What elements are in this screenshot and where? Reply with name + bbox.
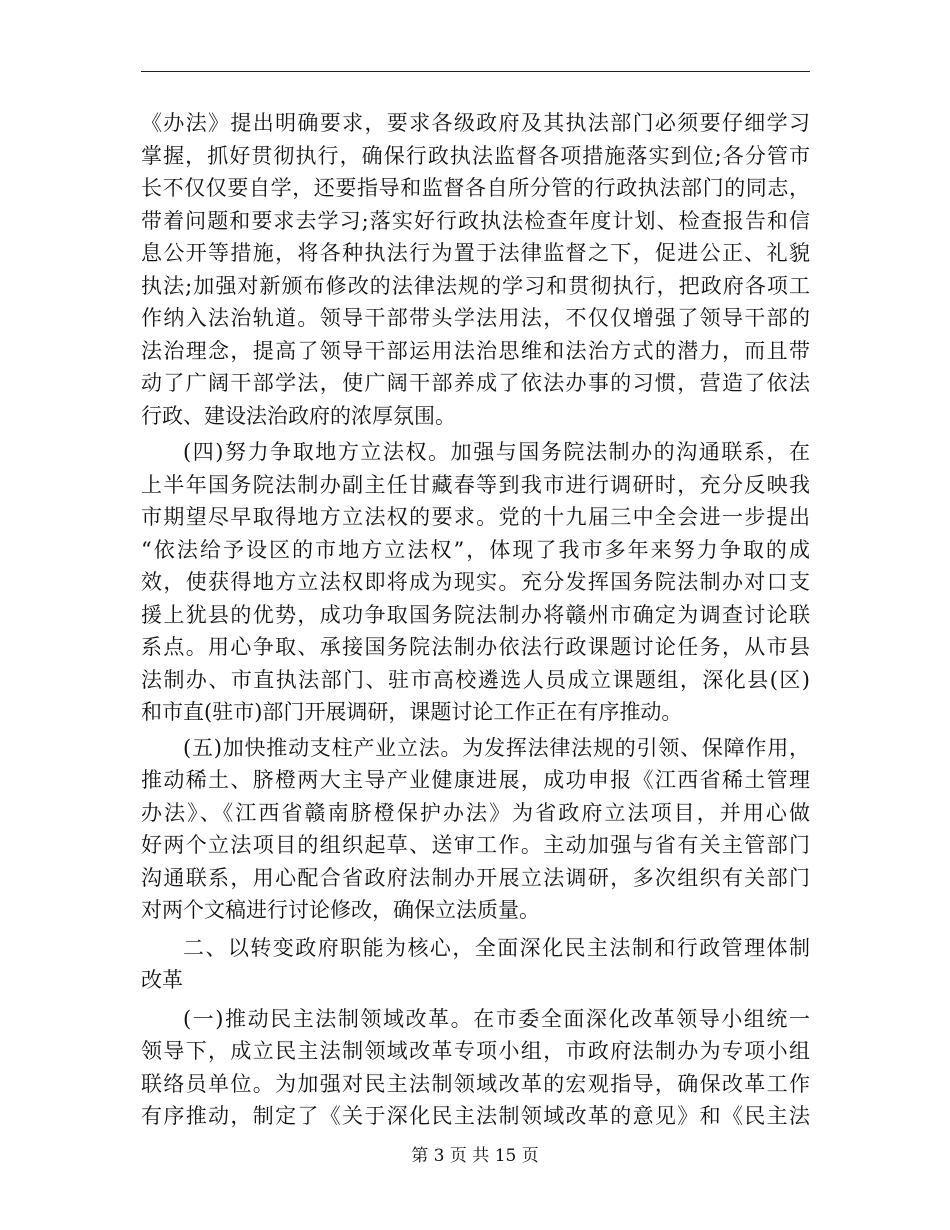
text-line: 息公开等措施，将各种执法行为置于法律监督之下，促进公正、礼貌: [141, 241, 810, 265]
header-rule: [141, 71, 810, 72]
text-line: 法制办、市直执法部门、驻市高校遴选人员成立课题组，深化县(区): [141, 667, 810, 692]
text-line: 系点。用心争取、承接国务院法制办依法行政课题讨论任务，从市县: [141, 635, 810, 659]
text-line: 行政、建设法治政府的浓厚氛围。: [141, 403, 456, 428]
paragraph: [141, 1003, 810, 1133]
text-line: (一)推动民主法制领域改革。在市委全面深化改革领导小组统一: [183, 1006, 810, 1031]
text-line: 上半年国务院法制办副主任甘藏春等到我市进行调研时，充分反映我: [141, 472, 810, 497]
text-line: “依法给予设区的市地方立法权”，体现了我市多年来努力争取的成: [141, 537, 810, 562]
paragraph: [141, 932, 810, 997]
text-line: 二、以转变政府职能为核心，全面深化民主法制和行政管理体制: [183, 935, 810, 960]
text-line: 对两个文稿进行讨论修改，确保立法质量。: [141, 898, 540, 922]
text-line: (四)努力争取地方立法权。加强与国务院法制办的沟通联系，在: [183, 440, 810, 464]
paragraph: [141, 436, 810, 729]
text-line: 联络员单位。为加强对民主法制领域改革的宏观指导，确保改革工作: [141, 1071, 810, 1096]
text-line: 法治理念，提高了领导干部运用法治思维和法治方式的潜力，而且带: [141, 338, 810, 363]
paragraph: [141, 732, 810, 927]
text-line: 市期望尽早取得地方立法权的要求。党的十九届三中全会进一步提出: [141, 505, 810, 529]
text-line: 有序推动，制定了《关于深化民主法制领域改革的意见》和《民主法: [141, 1104, 810, 1128]
page-footer: 第 3 页 共 15 页: [411, 1146, 539, 1166]
text-line: 推动稀土、脐橙两大主导产业健康进展，成功申报《江西省稀土管理: [141, 768, 810, 792]
text-line: 掌握，抓好贯彻执行，确保行政执法监督各项措施落实到位;各分管市: [141, 143, 810, 168]
text-line: 和市直(驻市)部门开展调研，课题讨论工作正在有序推动。: [141, 700, 683, 724]
body-text: [141, 107, 810, 1133]
text-line: 作纳入法治轨道。领导干部带头学法用法，不仅仅增强了领导干部的: [141, 306, 810, 330]
text-line: 执法;加强对新颁布修改的法律法规的学习和贯彻执行，把政府各项工: [141, 273, 810, 298]
text-line: 办法》、《江西省赣南脐橙保护办法》为省政府立法项目，并用心做: [141, 800, 810, 825]
text-line: 领导下，成立民主法制领域改革专项小组，市政府法制办为专项小组: [141, 1039, 810, 1063]
text-line: 动了广阔干部学法，使广阔干部养成了依法办事的习惯，营造了依法: [141, 371, 810, 395]
text-line: 援上犹县的优势，成功争取国务院法制办将赣州市确定为调查讨论联: [141, 602, 810, 627]
text-line: 带着问题和要求去学习;落实好行政执法检查年度计划、检查报告和信: [141, 208, 810, 233]
text-line: 长不仅仅要自学，还要指导和监督各自所分管的行政执法部门的同志，: [141, 176, 810, 200]
paragraph: [141, 107, 810, 432]
text-line: 沟通联系，用心配合省政府法制办开展立法调研，多次组织有关部门: [141, 865, 810, 890]
text-line: 改革: [141, 968, 183, 992]
text-line: 效，使获得地方立法权即将成为现实。充分发挥国务院法制办对口支: [141, 570, 810, 594]
text-line: 《办法》提出明确要求，要求各级政府及其执法部门必须要仔细学习: [141, 111, 810, 135]
text-line: (五)加快推动支柱产业立法。为发挥法律法规的引领、保障作用，: [183, 735, 810, 760]
text-line: 好两个立法项目的组织起草、送审工作。主动加强与省有关主管部门: [141, 833, 810, 857]
